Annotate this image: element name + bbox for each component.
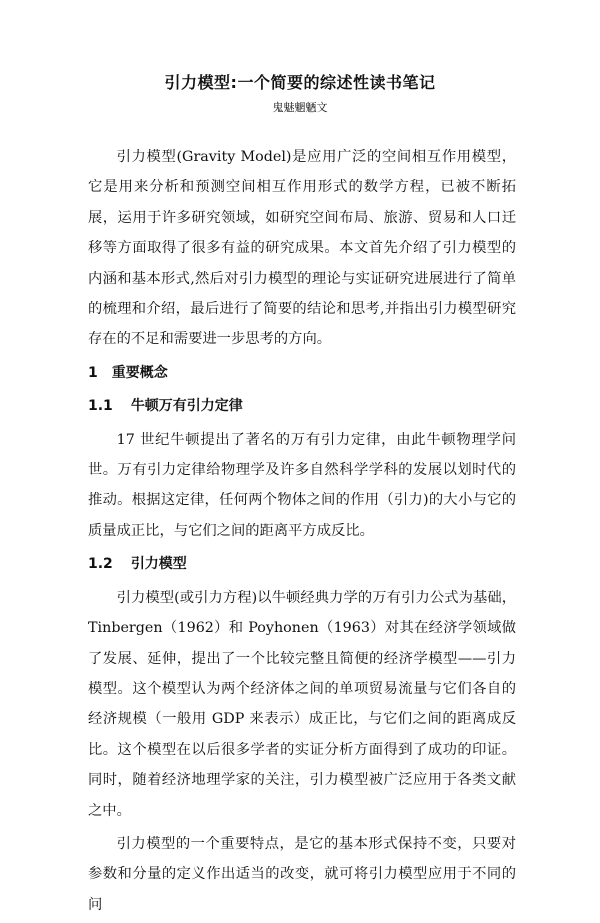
section-title: 引力模型 [130, 556, 187, 573]
section-heading-1-1 [88, 391, 516, 421]
section-title: 重要概念 [111, 364, 168, 381]
section-number: 1.2 [88, 556, 113, 573]
section-heading-1 [88, 358, 516, 388]
section-number: 1.1 [88, 398, 113, 415]
section-title: 牛顿万有引力定律 [130, 398, 243, 415]
abstract-paragraph: 引力模型(Gravity Model)是应用广泛的空间相互作用模型，它是用来分析和预测空间相互作用形式的数学方程，已被不断拓展，运用于许多研究领域，如研究空间布局、旅游、贸易和人口迁移等方面取得了很多有益的研究成果。本文首先介绍了引力模型的内涵和基本形式,然后对引力模型的理论与实证研究进展进行了简单的梳理和介绍，最后进行了简要的结论和思考,并指出引力模型研究存在的不足和需要进一步思考的方向。 [88, 149, 516, 348]
document-title: 引力模型:一个简要的综述性读书笔记 [164, 73, 436, 92]
document-body [88, 142, 516, 923]
section-number: 1 [88, 364, 98, 381]
paragraph-gravity-model: 引力模型(或引力方程)以牛顿经典力学的万有引力公式为基础，Tinbergen（1962）和 Poyhonen（1963）对其在经济学领域做了发展、延伸，提出了一个比较完整且简便的经济学模型——引力模型。这个模型认为两个经济体之间的单项贸易流量与它们各自的经济规模（一般用 GDP 来表示）成正比，与它们之间的距离成反比。这个模型在以后很多学者的实证分析方面得到了成功的印证。同时，随着经济地理学家的关注，引力模型被广泛应用于各类文献之中。 [88, 589, 516, 819]
paragraph-newton: 17 世纪牛顿提出了著名的万有引力定律，由此牛顿物理学问世。万有引力定律给物理学及许多自然科学学科的发展以划时代的推动。根据这定律，任何两个物体之间的作用（引力)的大小与它的质量成正比，与它们之间的距离平方成反比。 [88, 431, 516, 539]
document-author: 鬼魅魍魉文 [272, 101, 328, 114]
paragraph-gravity-feature: 引力模型的一个重要特点，是它的基本形式保持不变，只要对参数和分量的定义作出适当的改变，就可将引力模型应用于不同的问 [88, 835, 516, 913]
section-heading-1-2 [88, 549, 516, 579]
